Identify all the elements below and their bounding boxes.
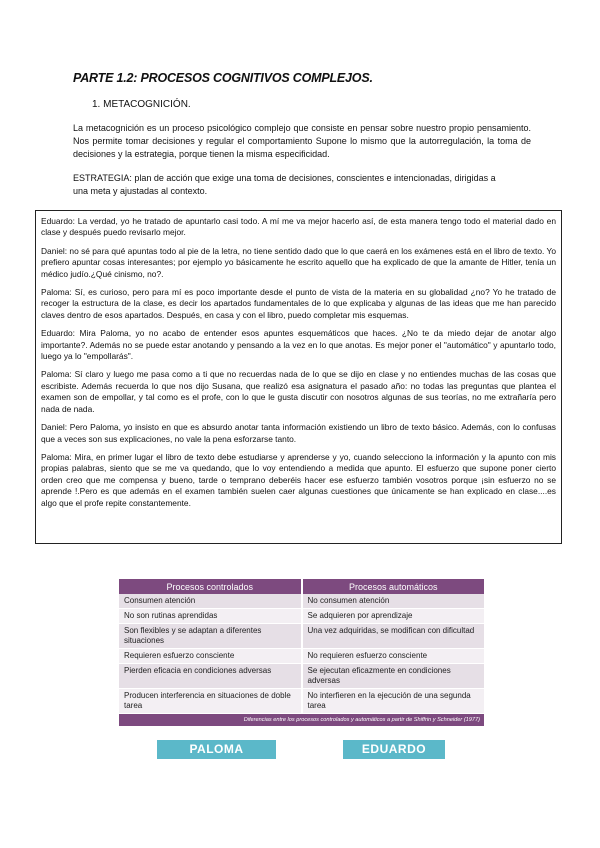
- dialog-line-paloma-1: Paloma: Sí, es curioso, pero para mí es poco importante desde el punto de vista de la materia en su globalidad ¿no? Yo he tratado de recoger la estructura de la clase, es decir los apartados fundamentales de lo que explicaba y algunas de las ideas que me han parecido claves dentro de esos apartados. Después, en casa y con el libro, puedo completar mis esquemas.: [41, 287, 556, 320]
- table-cell: Producen interferencia en situaciones de doble tarea: [119, 689, 302, 714]
- table-header-row: [119, 579, 484, 594]
- table-row: [119, 624, 484, 649]
- paragraph-estrategia: ESTRATEGIA: plan de acción que exige una toma de decisiones, conscientes e intencionadas, dirigidas a una meta y ajustadas al contexto.: [73, 173, 496, 196]
- header-automaticos: Procesos automáticos: [302, 579, 485, 594]
- paragraph-metacognicion: La metacognición es un proceso psicológico complejo que consiste en pensar sobre nuestro propio pensamiento. Nos permite tomar decisiones y regular el comportamiento Supone lo mismo que la autorregulación, la toma de decisiones y la estrategia, porque tienen la misma especificidad.: [73, 123, 531, 159]
- comparison-table-figure: [119, 579, 484, 726]
- dialog-line-daniel-1: Daniel: no sé para qué apuntas todo al pie de la letra, no tiene sentido dado que lo que caerá en los exámenes está en el libro de texto. Yo prefiero apuntar cosas interesantes; por ejemplo yo básicamente he escrito aquello que ha explicado de que la amante de Hitler, tenía un médico judío.¿Qué cinismo, no?.: [41, 245, 556, 279]
- table-caption: Diferencias entre los procesos controlados y automáticos a partir de Shiffrin y Schneider (1977): [119, 714, 484, 726]
- table-row: [119, 664, 484, 689]
- table-cell: Pierden eficacia en condiciones adversas: [119, 664, 302, 689]
- comparison-table: [119, 579, 484, 714]
- dialog-line-daniel-2: Daniel: Pero Paloma, yo insisto en que es absurdo anotar tanta información existiendo un libro de texto básico. Además, con lo confusas que a veces son sus explicaciones, no vale la pena esforzarse tanto.: [41, 422, 556, 444]
- table-row: [119, 689, 484, 714]
- table-cell: No requieren esfuerzo consciente: [302, 649, 485, 664]
- table-cell: Son flexibles y se adaptan a diferentes situaciones: [119, 624, 302, 649]
- dialog-line-eduardo-2: Eduardo: Mira Paloma, yo no acabo de entender esos apuntes esquemáticos que haces. ¿No te da miedo dejar de anotar algo importante?. Además no se puede estar anotando y pensando a la vez en lo que anotas. Es mejor poner el "automático" y apuntarlo todo, luego ya lo "empollarás".: [41, 328, 556, 362]
- table-cell: Consumen atención: [119, 594, 302, 609]
- table-cell: Se adquieren por aprendizaje: [302, 609, 485, 624]
- label-paloma: PALOMA: [157, 740, 276, 759]
- dialog-line-paloma-2: Paloma: Sí claro y luego me pasa como a ti que no recuerdas nada de lo que se dijo en clase y no entiendes muchas de las cosas que escribiste. Además recuerda lo que nos dijo Susana, que realizó esa asignatura el pasado año: no todas las preguntas que plantea el examen son de empollar, y tal como es el profe, con lo que le gusta discutir con nosotros algunas de sus teorías, no me extrañaría pero nada de nada.: [41, 369, 556, 414]
- dialog-line-eduardo-1: Eduardo: La verdad, yo he tratado de apuntarlo casi todo. A mí me va mejor hacerlo así, de esta manera tengo todo el material dado en clase y después puedo revisarlo mejor.: [41, 216, 556, 238]
- table-cell: Se ejecutan eficazmente en condiciones adversas: [302, 664, 485, 689]
- dialog-line-paloma-3: Paloma: Mira, en primer lugar el libro de texto debe estudiarse y aprenderse y yo, cuando selecciono la información y la apunto con mis propias palabras, siento que se me va quedando, que lo voy entendiendo a medida que apunto. El esfuerzo que supone poner cierto orden creo que me compensa y bueno, tarde o temprano deberéis hacer ese esfuerzo también vosotros porque ¡sin esfuerzo no se aprende !.Pero es que además en el examen también suelen caer algunas cuestiones que únicamente se han explicado en clase....es algo que el profe repite constantemente.: [41, 451, 556, 508]
- table-cell: Una vez adquiridas, se modifican con dificultad: [302, 624, 485, 649]
- section-heading-metacognicion: 1. METACOGNICIÓN.: [92, 99, 191, 110]
- table-row: [119, 609, 484, 624]
- table-row: [119, 594, 484, 609]
- table-cell: No consumen atención: [302, 594, 485, 609]
- table-cell: No son rutinas aprendidas: [119, 609, 302, 624]
- table-cell: No interfieren en la ejecución de una segunda tarea: [302, 689, 485, 714]
- header-controlados: Procesos controlados: [119, 579, 302, 594]
- table-row: [119, 649, 484, 664]
- dialog-box: [35, 210, 562, 544]
- label-eduardo: EDUARDO: [343, 740, 445, 759]
- page-title: PARTE 1.2: PROCESOS COGNITIVOS COMPLEJOS.: [73, 71, 373, 85]
- table-cell: Requieren esfuerzo consciente: [119, 649, 302, 664]
